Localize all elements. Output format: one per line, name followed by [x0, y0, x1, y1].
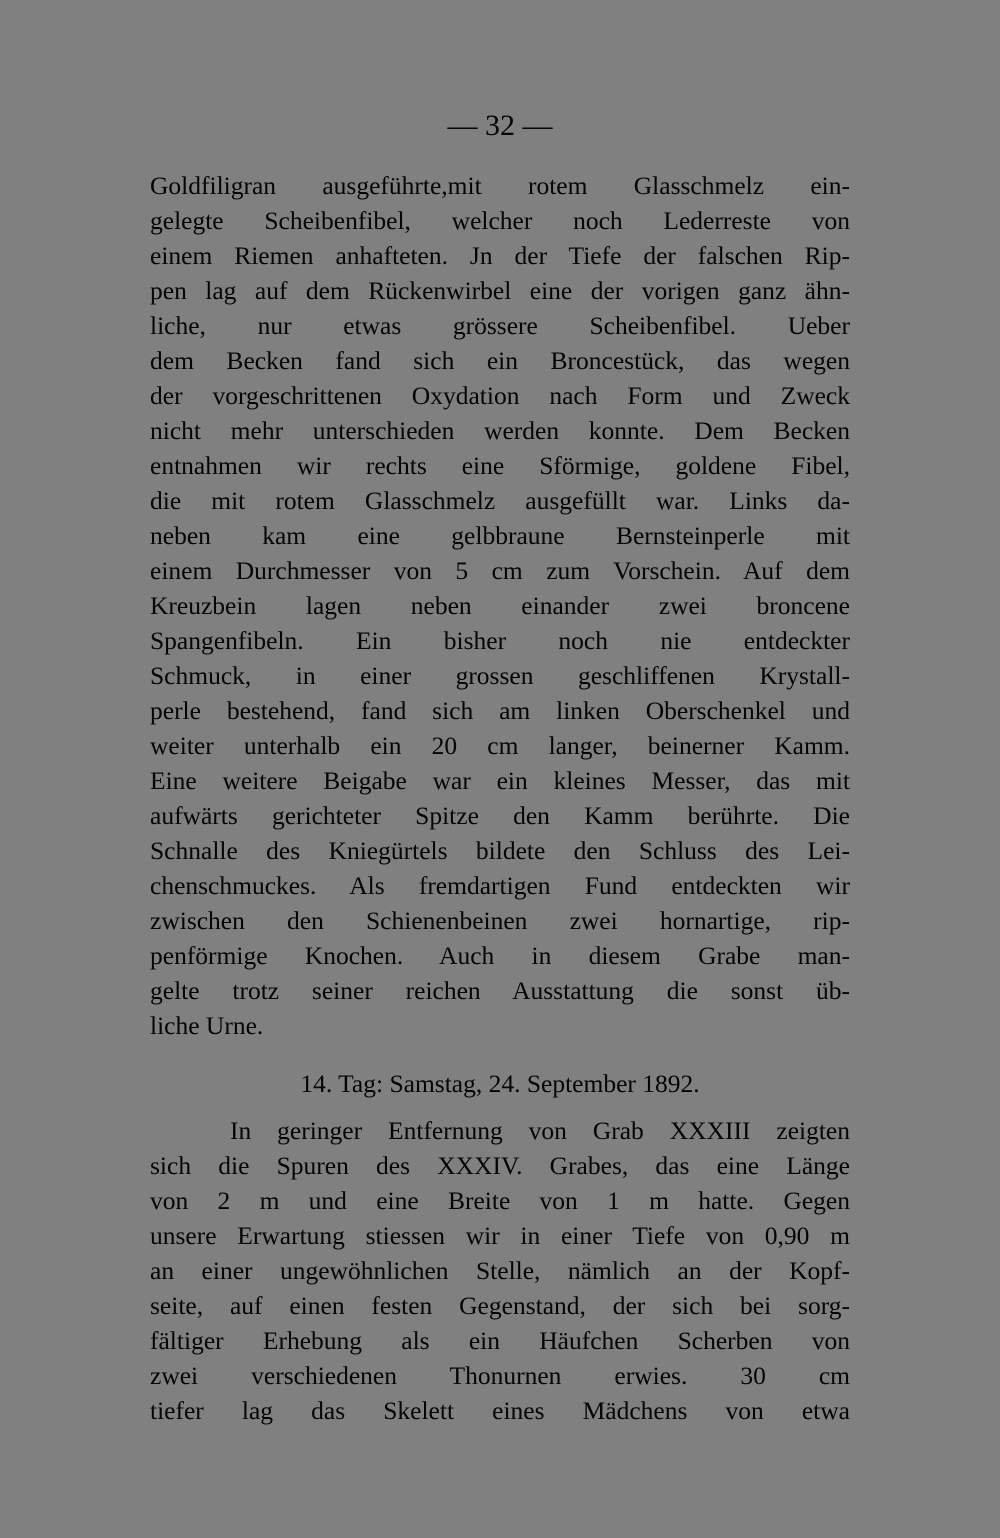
text-line: pen lag auf dem Rückenwirbel eine der vorigen ganz ähn- — [150, 276, 850, 305]
text-line: gelte trotz seiner reichen Ausstattung die sonst üb- — [150, 976, 850, 1005]
text-line: aufwärts gerichteter Spitze den Kamm berührte. Die — [150, 801, 850, 830]
section-heading: 14. Tag: Samstag, 24. September 1892. — [300, 1069, 700, 1098]
text-line: In geringer Entfernung von Grab XXXIII zeigten — [230, 1116, 850, 1145]
page-number: — 32 — — [447, 109, 553, 142]
text-line: Schnalle des Kniegürtels bildete den Schluss des Lei- — [150, 836, 850, 865]
text-line: dem Becken fand sich ein Broncestück, das wegen — [150, 346, 850, 375]
text-line: zwei verschiedenen Thonurnen erwies. 30 cm — [150, 1361, 850, 1390]
text-line: entnahmen wir rechts eine Sförmige, goldene Fibel, — [150, 451, 850, 480]
text-line: tiefer lag das Skelett eines Mädchens von etwa — [150, 1396, 850, 1425]
text-line: neben kam eine gelbbraune Bernsteinperle mit — [150, 521, 850, 550]
text-line: liche Urne. — [150, 1011, 264, 1040]
text-line: perle bestehend, fand sich am linken Oberschenkel und — [150, 696, 850, 725]
text-line: Kreuzbein lagen neben einander zwei broncene — [150, 591, 850, 620]
text-line: von 2 m und eine Breite von 1 m hatte. Gegen — [150, 1186, 850, 1215]
text-line: weiter unterhalb ein 20 cm langer, beinerner Kamm. — [150, 731, 850, 760]
text-line: sich die Spuren des XXXIV. Grabes, das eine Länge — [150, 1151, 850, 1180]
text-line: penförmige Knochen. Auch in diesem Grabe man- — [150, 941, 850, 970]
text-line: Spangenfibeln. Ein bisher noch nie entdeckter — [150, 626, 850, 655]
text-line: nicht mehr unterschieden werden konnte. Dem Becken — [150, 416, 850, 445]
text-line: Goldfiligran ausgeführte,mit rotem Glasschmelz ein- — [150, 171, 850, 200]
text-line: gelegte Scheibenfibel, welcher noch Lederreste von — [150, 206, 850, 235]
text-line: fältiger Erhebung als ein Häufchen Scherben von — [150, 1326, 850, 1355]
text-line: einem Riemen anhafteten. Jn der Tiefe der falschen Rip- — [150, 241, 850, 270]
text-line: Eine weitere Beigabe war ein kleines Messer, das mit — [150, 766, 850, 795]
text-line: an einer ungewöhnlichen Stelle, nämlich an der Kopf- — [150, 1256, 850, 1285]
text-line: unsere Erwartung stiessen wir in einer Tiefe von 0,90 m — [150, 1221, 850, 1250]
text-line: einem Durchmesser von 5 cm zum Vorschein. Auf dem — [150, 556, 850, 585]
text-line: liche, nur etwas grössere Scheibenfibel. Ueber — [150, 311, 850, 340]
text-line: zwischen den Schienenbeinen zwei hornartige, rip- — [150, 906, 850, 935]
text-line: die mit rotem Glasschmelz ausgefüllt war. Links da- — [150, 486, 850, 515]
text-line: chenschmuckes. Als fremdartigen Fund entdeckten wir — [150, 871, 850, 900]
text-line: Schmuck, in einer grossen geschliffenen Krystall- — [150, 661, 850, 690]
text-line: der vorgeschrittenen Oxydation nach Form und Zweck — [150, 381, 850, 410]
text-line: seite, auf einen festen Gegenstand, der sich bei sorg- — [150, 1291, 850, 1320]
